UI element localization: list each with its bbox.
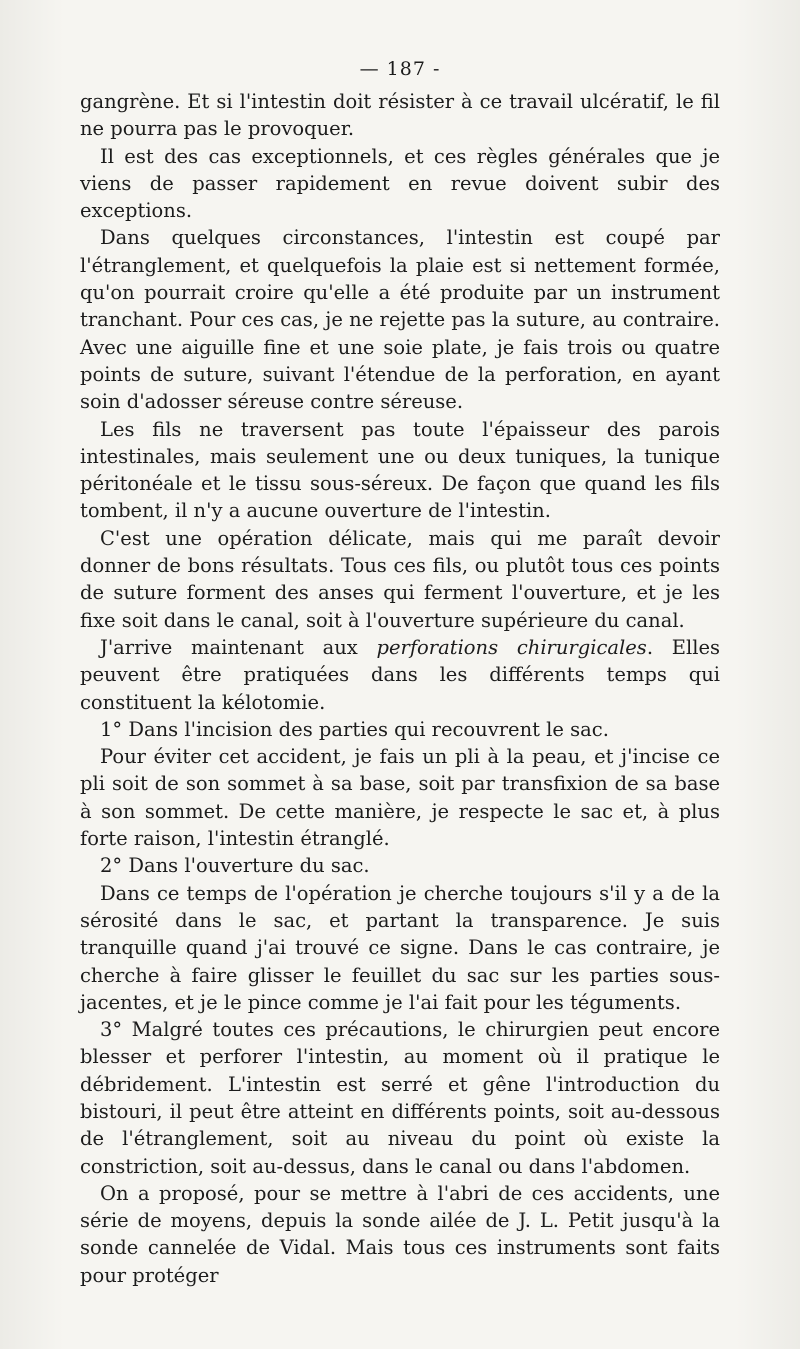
paragraph-10: Dans ce temps de l'opération je cherche toujours s'il y a de la sérosité dans le sac, et partant la transparence. Je suis tranquille quand j'ai trouvé ce signe. Dans le cas contraire, je cherche à faire glisser le feuillet du sac sur les parties sous-jacentes, et je le pince comme je l'ai fait pour les téguments.	[80, 881, 720, 1014]
paragraph-1: gangrène. Et si l'intestin doit résister à ce travail ulcératif, le fil ne pourra pas le provoquer.	[80, 90, 720, 141]
paragraph-5: C'est une opération délicate, mais qui me paraît devoir donner de bons résultats. Tous ces fils, ou plutôt tous ces points de suture forment des anses qui ferment l'ouverture, et je les fixe soit dans le canal, soit à l'ouverture supérieure du canal.	[80, 526, 720, 632]
paragraph-3: Dans quelques circonstances, l'intestin est coupé par l'étranglement, et quelquefois la plaie est si nettement formée, qu'on pourrait croire qu'elle a été produite par un instrument tranchant. Pour ces cas, je ne rejette pas la suture, au contraire. Avec une aiguille fine et une soie plate, je fais trois ou quatre points de suture, suivant l'étendue de la perforation, en ayant soin d'adosser séreuse contre séreuse.	[80, 226, 720, 414]
paragraph-6	[80, 634, 720, 716]
paragraph-6-start: J'arrive maintenant aux	[100, 635, 377, 659]
paragraph-7: 1° Dans l'incision des parties qui recouvrent le sac.	[100, 717, 609, 741]
paragraph-2: Il est des cas exceptionnels, et ces règles générales que je viens de passer rapidement en revue doivent subir des exceptions.	[80, 144, 720, 223]
paragraph-12: On a proposé, pour se mettre à l'abri de ces accidents, une série de moyens, depuis la sonde ailée de J. L. Petit jusqu'à la sonde cannelée de Vidal. Mais tous ces instruments sont faits pour protéger	[80, 1181, 720, 1287]
paragraph-4: Les fils ne traversent pas toute l'épaisseur des parois intestinales, mais seulement une ou deux tuniques, la tunique péritonéale et le tissu sous-séreux. De façon que quand les fils tombent, il n'y a aucune ouverture de l'intestin.	[80, 417, 720, 523]
paragraph-8: Pour éviter cet accident, je fais un pli à la peau, et j'incise ce pli soit de son sommet à sa base, soit par transfixion de sa base à son sommet. De cette manière, je respecte le sac et, à plus forte raison, l'intestin étranglé.	[80, 745, 720, 851]
paragraph-9: 2° Dans l'ouverture du sac.	[100, 854, 370, 878]
emphasis-perforations: perforations chirurgicales	[376, 635, 647, 659]
paragraph-11: 3° Malgré toutes ces précautions, le chirurgien peut encore blesser et perforer l'intestin, au moment où il pratique le débridement. L'intestin est serré et gêne l'introduction du bistouri, il peut être atteint en différents points, soit au-dessous de l'étranglement, soit au niveau du point où existe la constriction, soit au-dessus, dans le canal ou dans l'abdomen.	[80, 1018, 720, 1178]
paragraph-6-end: . Elles peuvent être pratiquées dans les différents temps qui constituent la kélotomie.	[80, 635, 720, 714]
page-number: — 187 -	[359, 58, 441, 80]
body-text	[80, 88, 720, 1289]
